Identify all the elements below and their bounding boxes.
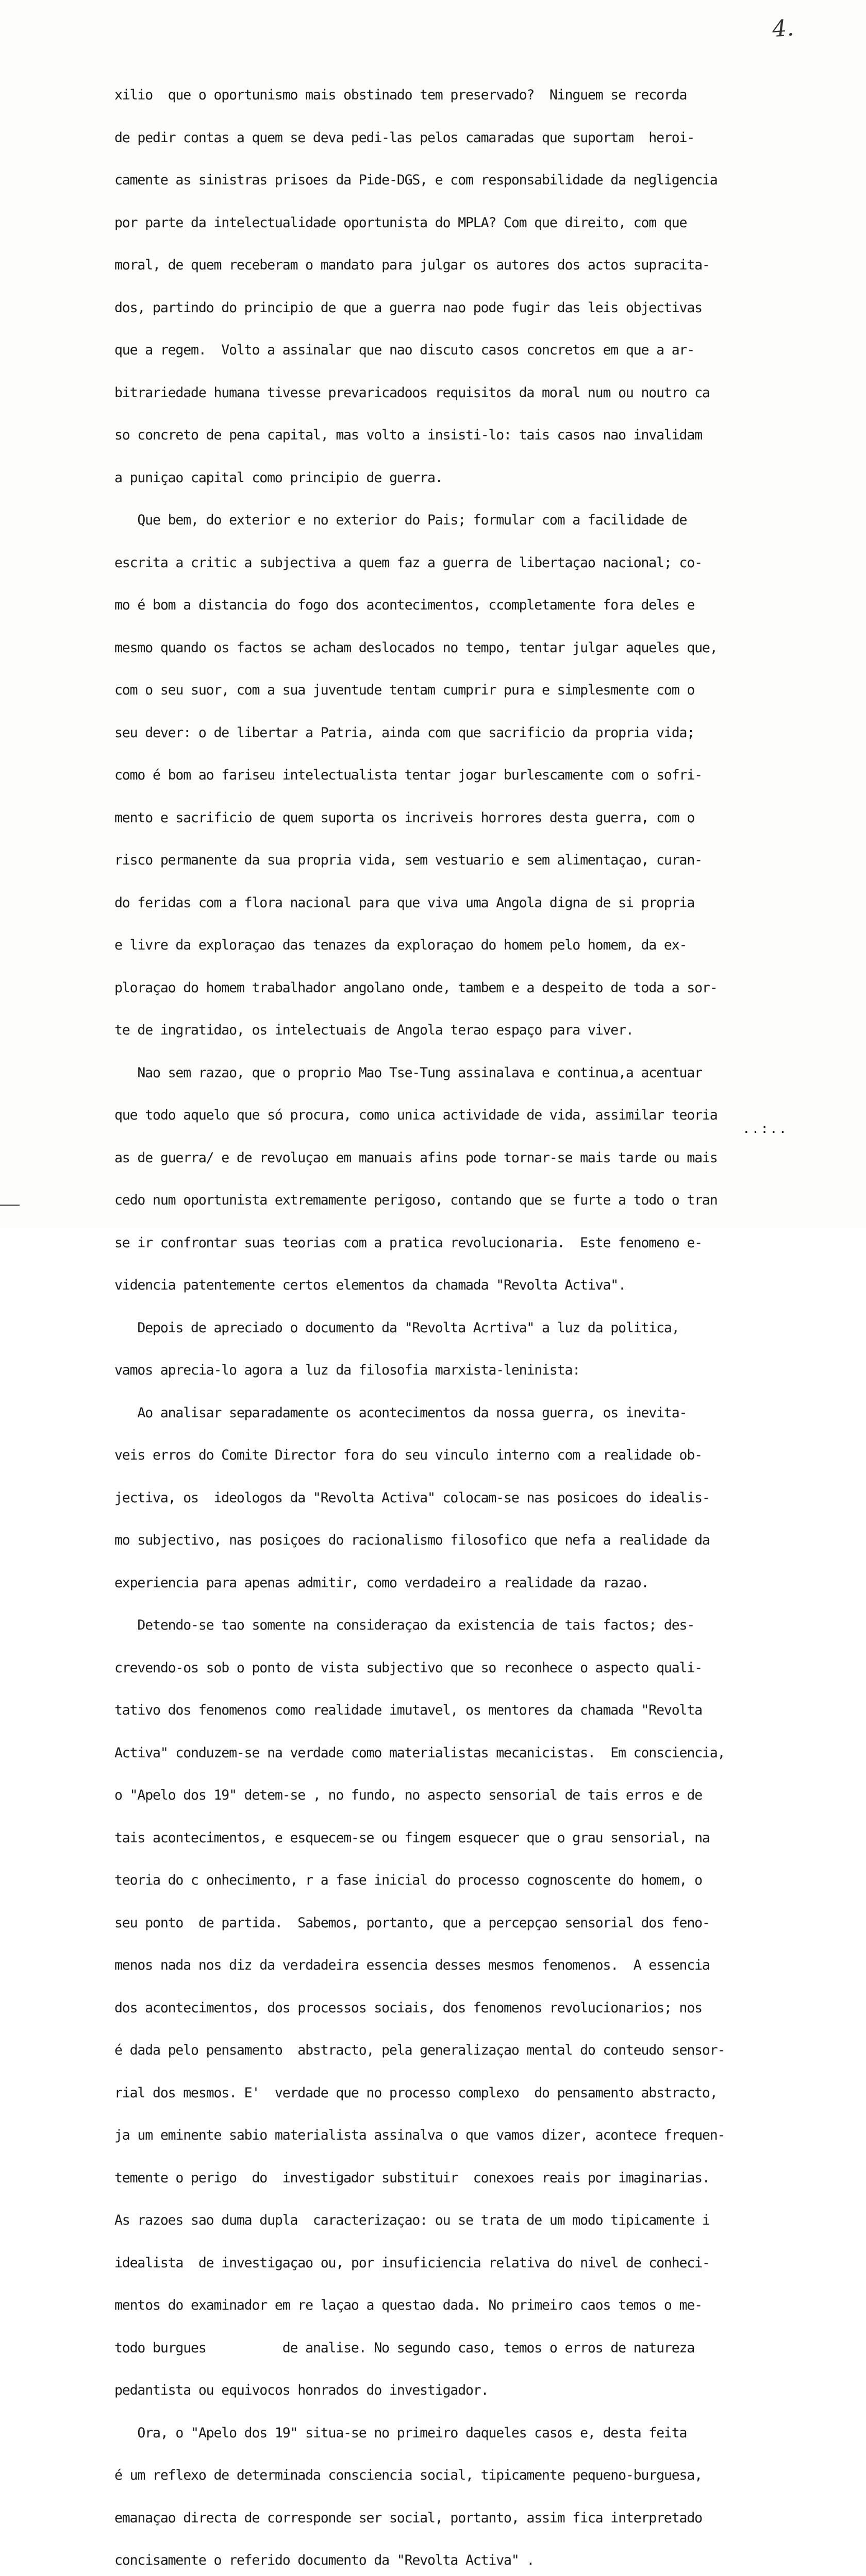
document-body [114, 60, 836, 2576]
text-line: moral, de quem receberam o mandato para julgar os autores dos actos supracita- [114, 257, 710, 273]
text-line: Ao analisar separadamente os acontecimentos da nossa guerra, os inevita- [114, 1404, 687, 1421]
text-line: emanaçao directa de corresponde ser social, portanto, assim fica interpretado [114, 2510, 702, 2526]
text-line: se ir confrontar suas teorias com a pratica revolucionaria. Este fenomeno e- [114, 1234, 702, 1251]
text-line: do feridas com a flora nacional para que viva uma Angola digna de si propria [114, 894, 695, 911]
text-line: so concreto de pena capital, mas volto a insisti-lo: tais casos nao invalidam [114, 427, 702, 443]
text-line: mesmo quando os factos se acham deslocados no tempo, tentar julgar aqueles que, [114, 639, 718, 656]
text-line: com o seu suor, com a sua juventude tentam cumprir pura e simplesmente com o [114, 682, 695, 698]
text-line: mento e sacrificio de quem suporta os incriveis horrores desta guerra, com o [114, 809, 695, 826]
text-line: veis erros do Comite Director fora do seu vinculo interno com a realidade ob- [114, 1447, 702, 1463]
text-line: que todo aquelo que só procura, como unica actividade de vida, assimilar teoria [114, 1107, 718, 1123]
text-line: que a regem. Volto a assinalar que nao discuto casos concretos em que a ar- [114, 342, 695, 358]
text-line: Activa" conduzem-se na verdade como materialistas mecanicistas. Em consciencia, [114, 1744, 725, 1761]
text-line: Nao sem razao, que o proprio Mao Tse-Tung assinalava e continua,a acentuar [114, 1064, 702, 1081]
text-line: jectiva, os ideologos da "Revolta Activa" colocam-se nas posicoes do idealis- [114, 1489, 710, 1506]
page-number: 4. [771, 14, 795, 43]
text-line: mo é bom a distancia do fogo dos acontecimentos, ccompletamente fora deles e [114, 597, 695, 613]
text-line: te de ingratidao, os intelectuais de Angola terao espaço para viver. [114, 1022, 634, 1038]
text-line: seu ponto de partida. Sabemos, portanto, que a percepçao sensorial dos feno- [114, 1914, 710, 1931]
text-line: ploraçao do homem trabalhador angolano onde, tambem e a despeito de toda a sor- [114, 979, 718, 996]
text-line: temente o perigo do investigador substituir conexoes reais por imaginarias. [114, 2170, 710, 2186]
text-line: experiencia para apenas admitir, como verdadeiro a realidade da razao. [114, 1574, 649, 1591]
text-line: o "Apelo dos 19" detem-se , no fundo, no aspecto sensorial de tais erros e de [114, 1787, 702, 1803]
text-line: teoria do c onhecimento, r a fase inicial do processo cognoscente do homem, o [114, 1872, 702, 1888]
text-line: tativo dos fenomenos como realidade imutavel, os mentores da chamada "Revolta [114, 1702, 702, 1718]
text-line: cedo num oportunista extremamente perigoso, contando que se furte a todo o tran [114, 1192, 718, 1208]
text-line: dos acontecimentos, dos processos sociais, dos fenomenos revolucionarios; nos [114, 1999, 702, 2016]
text-line: Ora, o "Apelo dos 19" situa-se no primeiro daqueles casos e, desta feita [114, 2425, 687, 2441]
text-line: vamos aprecia-lo agora a luz da filosofia marxista-leninista: [114, 1362, 580, 1378]
text-line: camente as sinistras prisoes da Pide-DGS, e com responsabilidade da negligencia [114, 172, 718, 188]
text-line: videncia patentemente certos elementos da chamada "Revolta Activa". [114, 1277, 626, 1293]
scan-edge-mark [0, 1205, 20, 1206]
text-line: e livre da exploraçao das tenazes da exploraçao do homem pelo homem, da ex- [114, 937, 687, 953]
text-line: é dada pelo pensamento abstracto, pela generalizaçao mental do conteudo sensor- [114, 2042, 725, 2058]
text-line: idealista de investigaçao ou, por insuficiencia relativa do nivel de conheci- [114, 2255, 710, 2271]
text-line: é um reflexo de determinada consciencia social, tipicamente pequeno-burguesa, [114, 2467, 702, 2483]
text-line: por parte da intelectualidade oportunista do MPLA? Com que direito, com que [114, 214, 687, 231]
text-line: bitrariedade humana tivesse prevaricadoos requisitos da moral num ou noutro ca [114, 384, 710, 401]
text-line: ja um eminente sabio materialista assinalva o que vamos dizer, acontece frequen- [114, 2127, 725, 2143]
text-line: As razoes sao duma dupla caracterizaçao: ou se trata de um modo tipicamente i [114, 2212, 710, 2228]
text-line: risco permanente da sua propria vida, sem vestuario e sem alimentaçao, curan- [114, 852, 702, 868]
text-line: como é bom ao fariseu intelectualista tentar jogar burlescamente com o sofri- [114, 767, 702, 783]
text-line: tais acontecimentos, e esquecem-se ou fingem esquecer que o grau sensorial, na [114, 1829, 710, 1846]
text-line: xilio que o oportunismo mais obstinado tem preservado? Ninguem se recorda [114, 87, 687, 103]
text-line: Que bem, do exterior e no exterior do Pais; formular com a facilidade de [114, 512, 687, 528]
text-line: Depois de apreciado o documento da "Revolta Acrtiva" a luz da politica, [114, 1319, 679, 1336]
text-line: de pedir contas a quem se deva pedi-las pelos camaradas que suportam heroi- [114, 129, 695, 146]
text-line: Detendo-se tao somente na consideraçao da existencia de tais factos; des- [114, 1617, 695, 1633]
text-line: dos, partindo do principio de que a guerra nao pode fugir das leis objectivas [114, 299, 702, 316]
page-continuation-mark: ..:.. [742, 1121, 788, 1137]
text-line: as de guerra/ e de revoluçao em manuais afins pode tornar-se mais tarde ou mais [114, 1149, 718, 1166]
text-line: seu dever: o de libertar a Patria, ainda com que sacrificio da propria vida; [114, 724, 695, 741]
text-line: todo burgues de analise. No segundo caso, temos o erros de natureza [114, 2340, 695, 2356]
text-line: pedantista ou equivocos honrados do investigador. [114, 2382, 489, 2398]
text-line: rial dos mesmos. E' verdade que no processo complexo do pensamento abstracto, [114, 2084, 718, 2101]
text-line: mo subjectivo, nas posiçoes do racionalismo filosofico que nefa a realidade da [114, 1532, 710, 1548]
text-line: crevendo-os sob o ponto de vista subjectivo que so reconhece o aspecto quali- [114, 1659, 702, 1676]
text-line: escrita a critic a subjectiva a quem faz a guerra de libertaçao nacional; co- [114, 554, 702, 571]
text-line: a puniçao capital como principio de guerra. [114, 469, 443, 486]
text-line: mentos do examinador em re laçao a questao dada. No primeiro caos temos o me- [114, 2297, 702, 2313]
text-line: menos nada nos diz da verdadeira essencia desses mesmos fenomenos. A essencia [114, 1957, 710, 1973]
text-line: concisamente o referido documento da "Revolta Activa" . [114, 2552, 535, 2568]
